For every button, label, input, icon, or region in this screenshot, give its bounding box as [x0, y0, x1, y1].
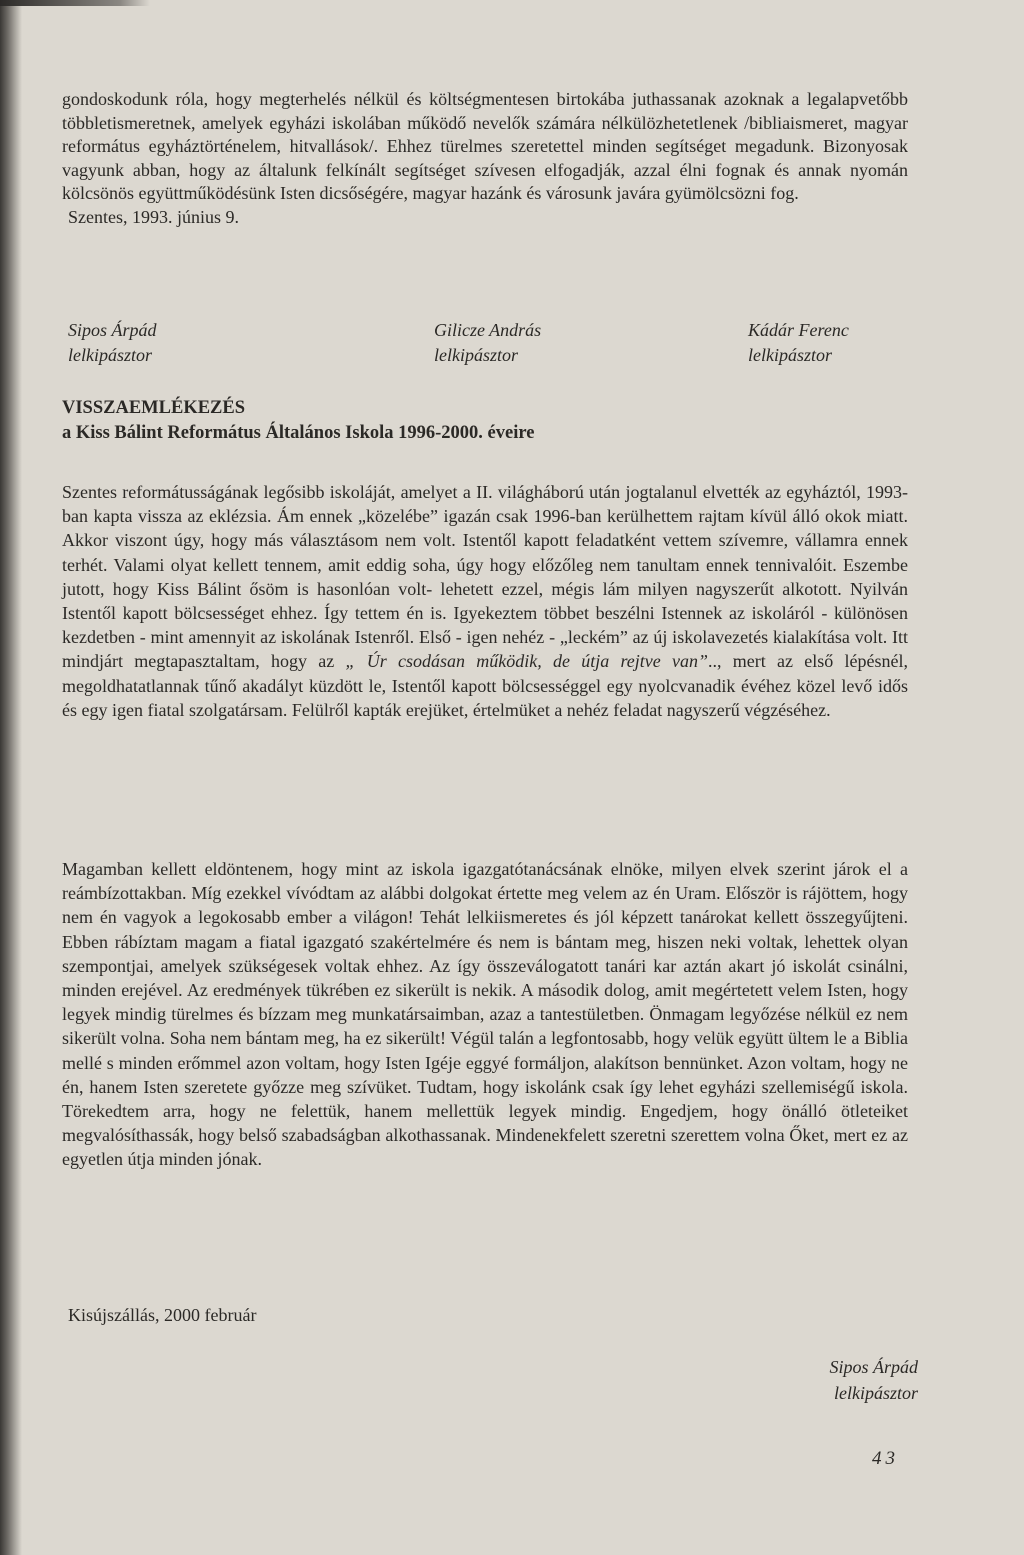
section-heading	[62, 396, 908, 446]
body-paragraph-2	[62, 857, 908, 1172]
italic-quote: „ Úr csodásan működik, de útja rejtve van”	[345, 651, 709, 672]
paragraph-continued: gondoskodunk róla, hogy megterhelés nélkül és költségmentesen birtokába juthassanak azoknak a legalapvetőbb többletismeretnek, amelyek egyházi iskolában működő nevelők számára nélkülözhetetlenek /bibliaismeret, magyar református egyháztörténelem, hitvallások/. Ehhez türelmes szeretettel minden segítséget megadunk. Bizonyosak vagyunk abban, hogy az általunk felkínált segítséget szívesen elfogadják, azzal élni fognak és annak nyomán kölcsönös együttműködésünk Isten dicsőségére, magyar hazánk és városunk javára gyümölcsözni fog.	[62, 89, 908, 204]
signature-1	[68, 318, 157, 368]
closing-signature	[788, 1354, 918, 1406]
signature-title: lelkipásztor	[434, 345, 518, 365]
signature-title: lelkipásztor	[68, 345, 152, 365]
heading-title: VISSZAEMLÉKEZÉS	[62, 398, 246, 418]
signature-2	[434, 318, 541, 368]
opening-section	[62, 88, 908, 230]
signature-name: Sipos Árpád	[829, 1357, 918, 1377]
signature-name: Gilicze András	[434, 320, 542, 340]
signature-3	[748, 318, 849, 368]
paragraph-text-part2: .., mert az első lépésnél, megoldhatatlannak tűnő akadályt küzdött le, Istentől kapott bölcsességgel egy nyolcvanadik évéhez közel levő idős és egy igen fiatal szolgatársam. Felülről kapták erejüket, értelmüket a nehéz feladat nagyszerű végzéséhez.	[62, 651, 908, 720]
signature-block	[62, 318, 908, 368]
dateline-kisujszallas: Kisújszállás, 2000 február	[68, 1305, 257, 1325]
page-number: 43	[872, 1448, 899, 1469]
body-paragraph-1	[62, 480, 908, 722]
signature-title: lelkipásztor	[834, 1383, 918, 1403]
heading-subtitle: a Kiss Bálint Református Általános Iskola 1996-2000. éveire	[62, 423, 535, 443]
scan-edge-mark	[0, 0, 150, 6]
dateline-szentes: Szentes, 1993. június 9.	[68, 206, 239, 227]
book-spine-shadow	[0, 0, 22, 1555]
signature-name: Sipos Árpád	[68, 320, 157, 340]
signature-title: lelkipásztor	[748, 345, 832, 365]
paragraph-text-part1: Szentes reformátusságának legősibb iskoláját, amelyet a II. világháború után jogtalanul elvették az egyháztól, 1993-ban kapta vissza az eklézsia. Ám ennek „közelébe” igazán csak 1996-ban kerülhettem rajtam kívül álló okok miatt. Akkor viszont úgy, hogy más választásom nem volt. Istentől kapott feladatként vettem szívemre, vállamra ennek terhét. Valami olyat kellett tennem, amit eddig soha, úgy hogy előzőleg nem tanultam ennek tennivalóit. Eszembe jutott, hogy Kiss Bálint ősöm is hasonlóan volt- lehetett ezzel, mégis lám milyen nagyszerűt alkotott. Nyilván Istentől kapott bölcsességet ehhez. Így tettem én is. Igyekeztem többet beszélni Istennek az iskoláról - különösen kezdetben - mint amennyit az iskolának Istenről. Első - igen nehéz - „leckém” az új iskolavezetés kialakítása volt. Itt mindjárt megtapasztaltam, hogy az	[62, 482, 908, 672]
signature-name: Kádár Ferenc	[748, 320, 849, 340]
paragraph-text: Magamban kellett eldöntenem, hogy mint az iskola igazgatótanácsának elnöke, milyen elvek szerint járok el a reámbízottakban. Míg ezekkel vívódtam az alábbi dolgokat értette meg velem az én Uram. Először is rájöttem, hogy nem én vagyok a legokosabb ember a világon! Tehát lelkiismeretes és jól képzett tanárokat kellett összegyűjteni. Ebben rábíztam magam a fiatal igazgató szakértelmére és nem is bántam meg, hiszen neki voltak, lehettek olyan szempontjai, amelyek szükségesek voltak ehhez. Az így összeválogatott tanári kar aztán akart jó iskolát csinálni, minden erejével. Az eredmények tükrében ez sikerült is nekik. A második dolog, amit megértetett velem Isten, hogy legyek mindig türelmes és bízzam meg munkatársaimban, azaz a tantestületben. Önmagam legyőzése nélkül ez nem sikerült volna. Soha nem bántam meg, ha ez sikerült! Végül talán a legfontosabb, hogy velük együtt ültem le a Biblia mellé s minden erőmmel azon voltam, hogy Isten Igéje eggyé formáljon, alakítson bennünket. Azon voltam, hogy ne én, hanem Isten szeretete győzze meg szívüket. Tudtam, hogy iskolánk csak így lehet egyházi szellemiségű iskola. Törekedtem arra, hogy ne felettük, hanem mellettük legyek mindig. Engedjem, hogy önálló ötleteiket megvalósíthassák, hogy belső szabadságban alkothassanak. Mindenekfelett szeretni szerettem volna Őket, mert ez az egyetlen útja minden jónak.	[62, 859, 908, 1170]
